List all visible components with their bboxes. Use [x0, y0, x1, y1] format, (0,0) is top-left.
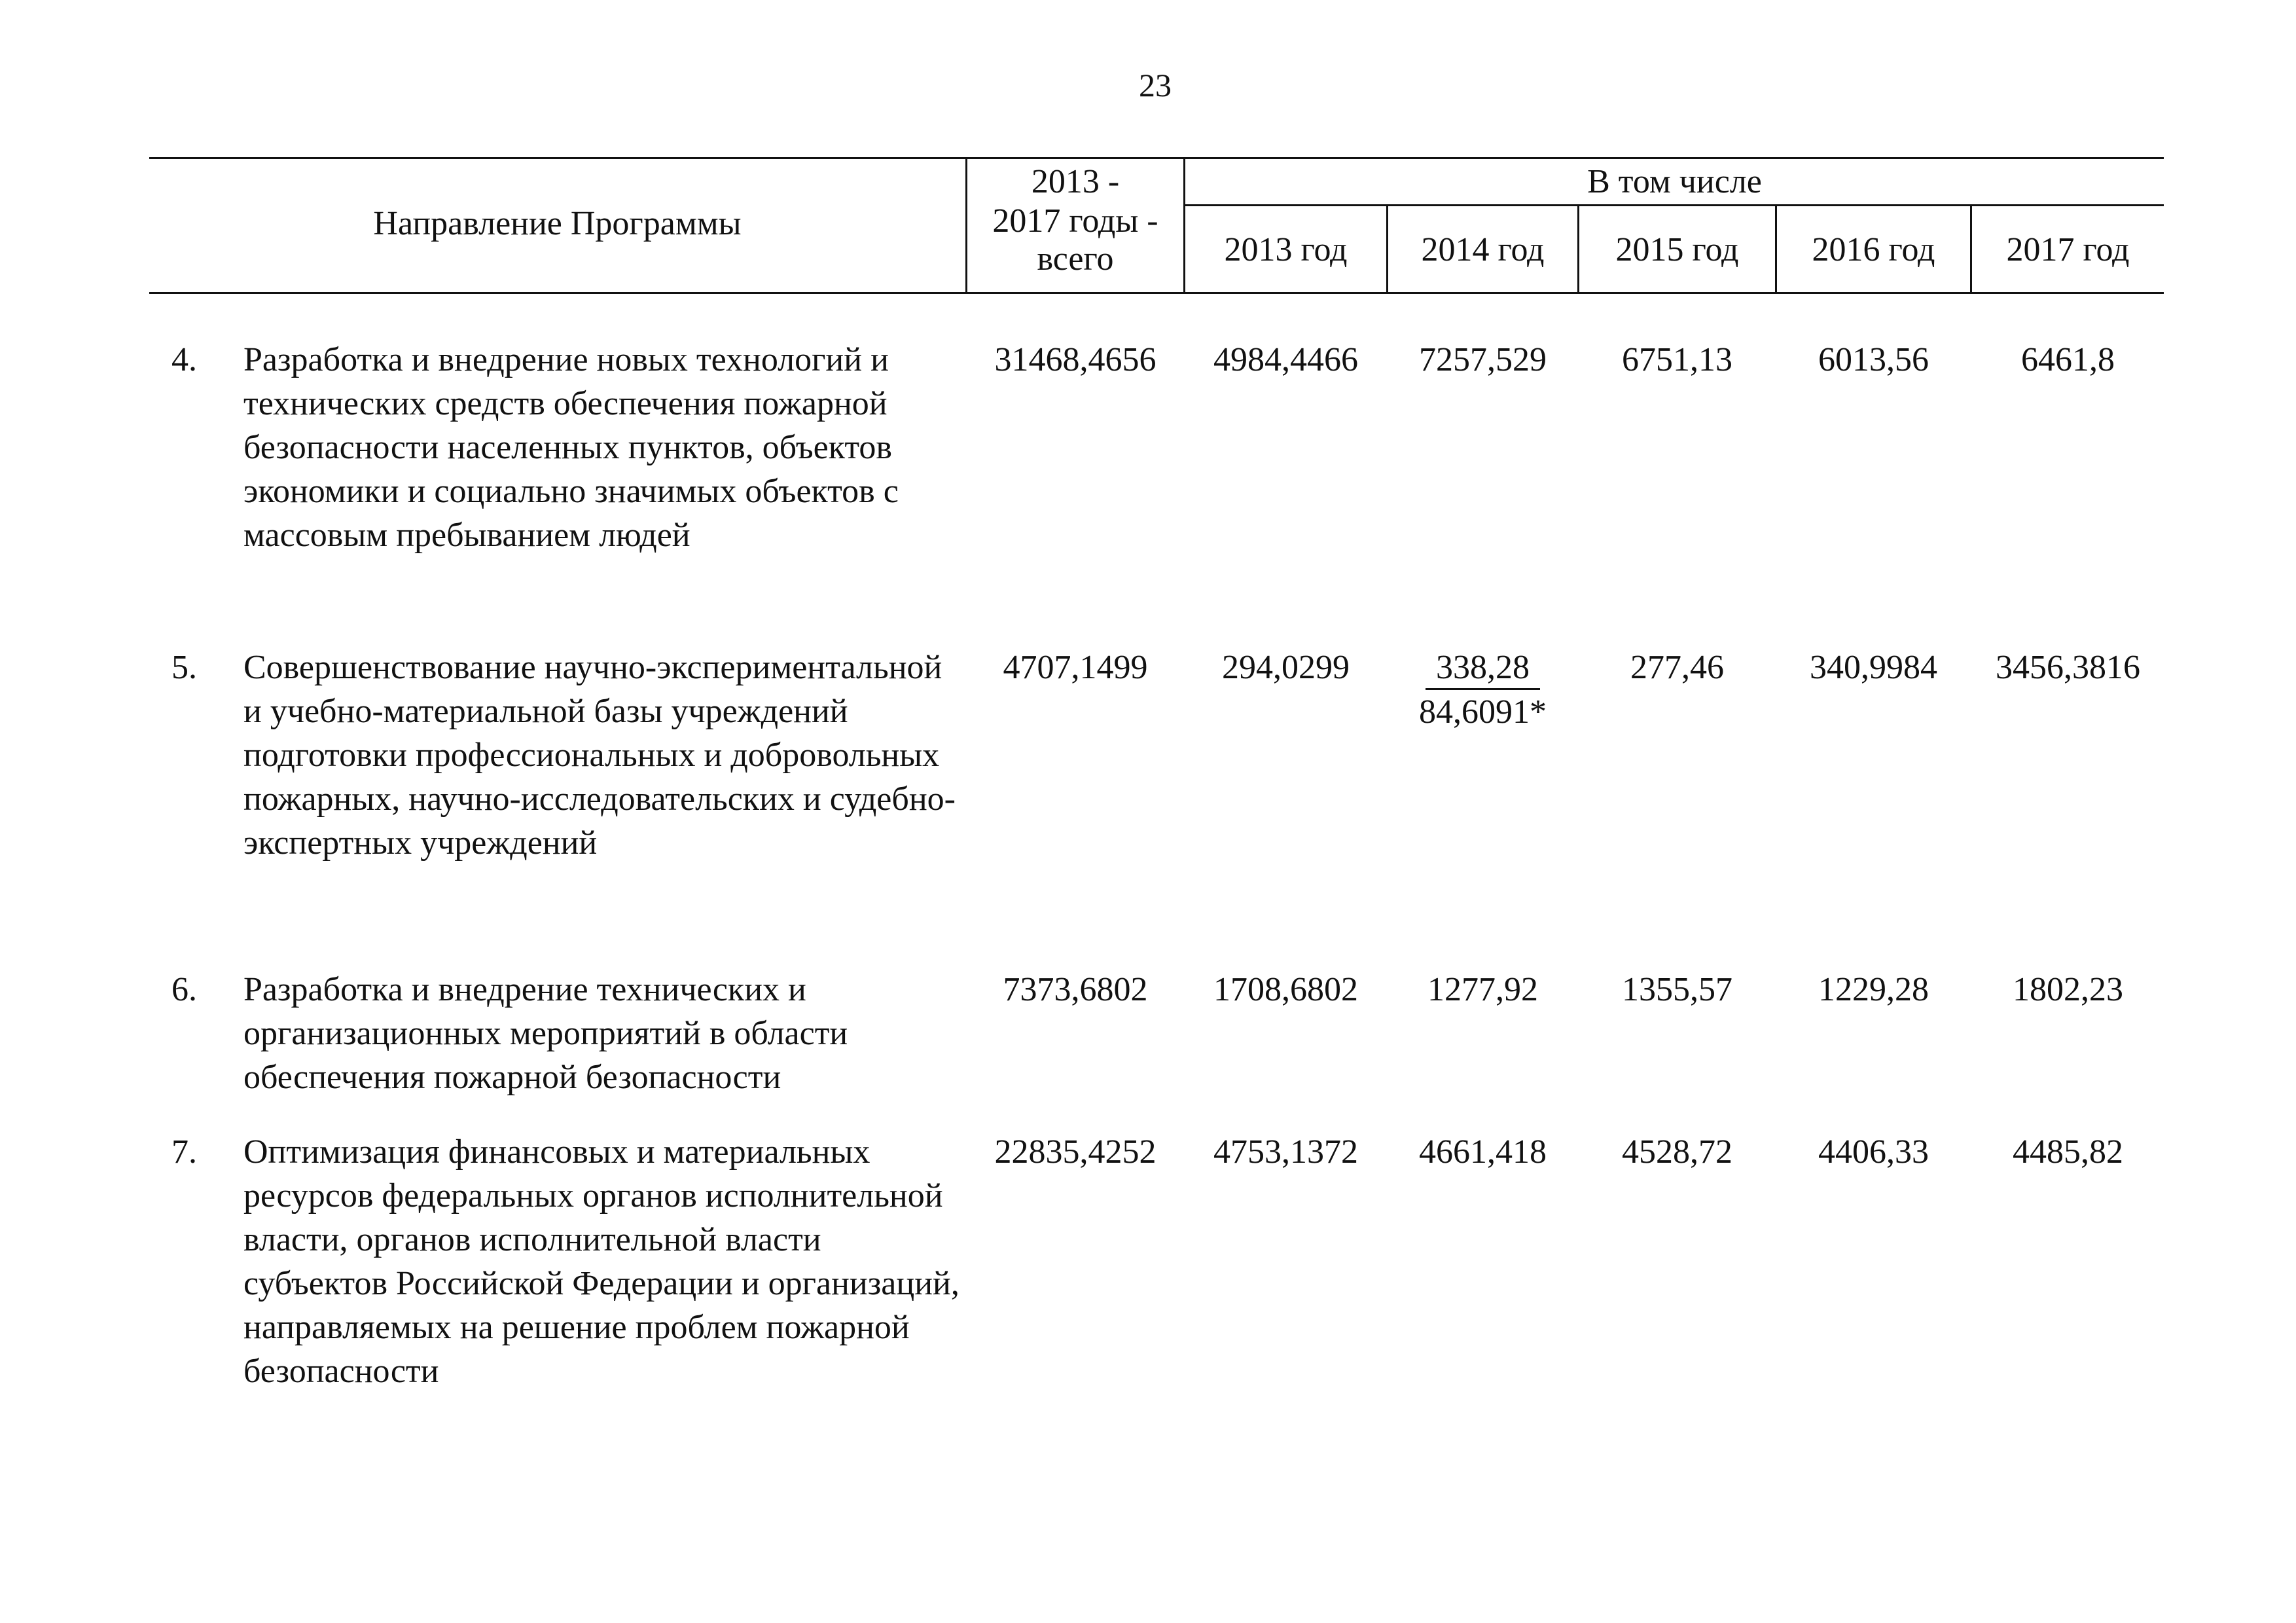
cell-2017: 3456,3816: [1996, 649, 2140, 686]
cell-2015: 1355,57: [1622, 971, 1732, 1008]
header-year-2017: 2017 год: [2006, 231, 2130, 268]
cell-2016: 4406,33: [1818, 1133, 1929, 1171]
cell-2016: 340,9984: [1810, 649, 1937, 686]
row-title: Оптимизация финансовых и материальных ресурсов федеральных органов исполнительной власти, органов исполнительной власти субъектов Российской Федерации и организаций, направляемых на решение проблем пожарной безопасности: [243, 1133, 960, 1390]
row-title: Разработка и внедрение технических и организационных мероприятий в области обеспечения пожарной безопасности: [243, 971, 848, 1096]
including-rule: [1185, 204, 2164, 206]
header-including: В том числе: [1587, 163, 1762, 200]
cell-total: 31468,4656: [994, 341, 1157, 378]
header-total-line: 2017 годы -: [992, 202, 1158, 240]
header-total-line: всего: [1037, 240, 1114, 278]
cell-2013: 4984,4466: [1213, 341, 1358, 378]
cell-2013: 294,0299: [1222, 649, 1350, 686]
row-number: 6.: [171, 971, 197, 1008]
row-number: 4.: [171, 341, 197, 378]
cell-2014: 1277,92: [1427, 971, 1538, 1008]
cell-2016: 6013,56: [1818, 341, 1929, 378]
cell-2013: 1708,6802: [1213, 971, 1358, 1008]
cell-2014: 7257,529: [1419, 341, 1547, 378]
header-year-2014: 2014 год: [1421, 231, 1545, 268]
row-number: 7.: [171, 1133, 197, 1171]
row-number: 5.: [171, 649, 197, 686]
header-year-2016: 2016 год: [1812, 231, 1935, 268]
cell-2017: 1802,23: [2013, 971, 2123, 1008]
cell-2016: 1229,28: [1818, 971, 1929, 1008]
header-bottom-rule: [149, 292, 2164, 294]
cell-2017: 6461,8: [2021, 341, 2115, 378]
cell-2015: 4528,72: [1622, 1133, 1732, 1171]
cell-2014-note: 84,6091*: [1419, 693, 1547, 731]
header-year-2015: 2015 год: [1615, 231, 1739, 268]
row-title: Совершенствование научно-экспериментальной и учебно-материальной базы учреждений подготовки профессиональных и добровольных пожарных, научно-исследовательских и судебно-экспертных учреждений: [243, 649, 956, 862]
header-total-line: 2013 -: [1031, 163, 1120, 200]
page-number: 23: [1139, 67, 1172, 103]
cell-2014-fraction: [1388, 646, 1577, 734]
cell-2013: 4753,1372: [1213, 1133, 1358, 1171]
header-total: [967, 162, 1183, 278]
cell-2015: 277,46: [1630, 649, 1724, 686]
row-title: Разработка и внедрение новых технологий и технических средств обеспечения пожарной безопасности населенных пунктов, объектов экономики и социально значимых объектов с массовым пребыванием людей: [243, 341, 899, 554]
table-top-rule: [149, 157, 2164, 159]
cell-total: 22835,4252: [994, 1133, 1157, 1171]
cell-total: 4707,1499: [1003, 649, 1148, 686]
cell-total: 7373,6802: [1003, 971, 1148, 1008]
cell-2017: 4485,82: [2013, 1133, 2123, 1171]
header-year-2013: 2013 год: [1224, 231, 1348, 268]
cell-2014-value: 338,28: [1426, 647, 1540, 690]
cell-2014: 4661,418: [1419, 1133, 1547, 1171]
cell-2015: 6751,13: [1622, 341, 1732, 378]
header-direction: Направление Программы: [373, 205, 742, 242]
